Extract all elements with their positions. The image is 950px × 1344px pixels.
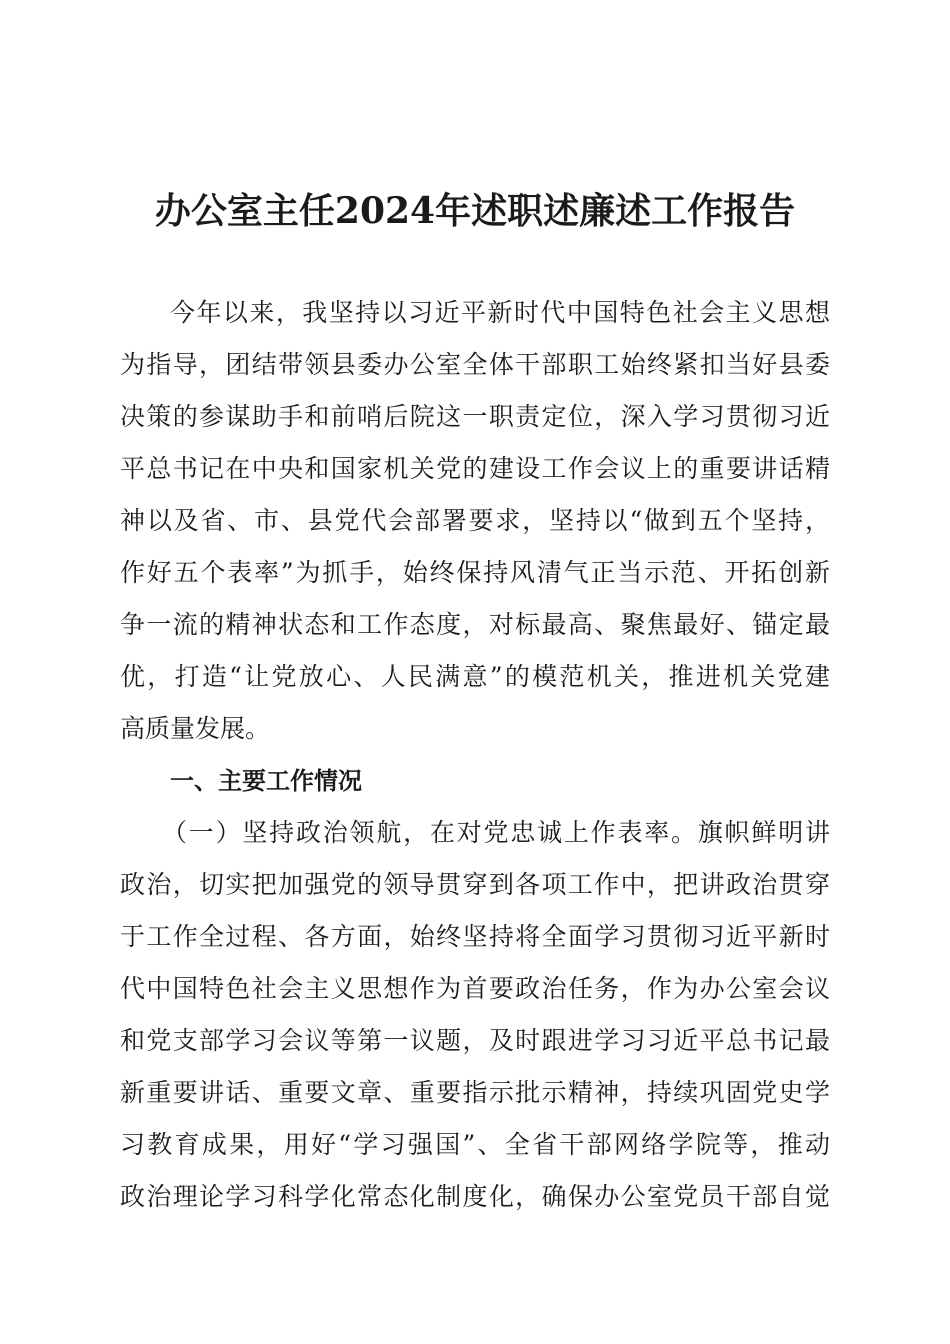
section-heading: 一、主要工作情况 bbox=[170, 767, 362, 795]
paragraph-line: 代中国特色社会主义思想作为首要政治任务，作为办公室会议 bbox=[120, 974, 830, 1003]
paragraph-line: 为指导，团结带领县委办公室全体干部职工始终紧扣当好县委 bbox=[120, 350, 830, 379]
paragraph-line: （一）坚持政治领航，在对党忠诚上作表率。旗帜鲜明讲 bbox=[162, 818, 830, 847]
paragraph-line: 作好五个表率”为抓手，始终保持风清气正当示范、开拓创新 bbox=[120, 558, 830, 587]
paragraph-line: 平总书记在中央和国家机关党的建设工作会议上的重要讲话精 bbox=[120, 454, 830, 483]
paragraph-line: 和党支部学习会议等第一议题，及时跟进学习习近平总书记最 bbox=[120, 1026, 830, 1055]
paragraph-line: 于工作全过程、各方面，始终坚持将全面学习贯彻习近平新时 bbox=[120, 922, 830, 951]
paragraph-line: 政治理论学习科学化常态化制度化，确保办公室党员干部自觉 bbox=[120, 1182, 830, 1211]
paragraph-line: 今年以来，我坚持以习近平新时代中国特色社会主义思想 bbox=[170, 298, 830, 327]
document-body bbox=[120, 287, 830, 1223]
paragraph-line: 新重要讲话、重要文章、重要指示批示精神，持续巩固党史学 bbox=[120, 1078, 830, 1107]
paragraph-line: 政治，切实把加强党的领导贯穿到各项工作中，把讲政治贯穿 bbox=[120, 870, 830, 899]
paragraph-line: 神以及省、市、县党代会部署要求，坚持以“做到五个坚持， bbox=[120, 506, 830, 535]
paragraph-line: 决策的参谋助手和前哨后院这一职责定位，深入学习贯彻习近 bbox=[120, 402, 830, 431]
paragraph-line: 争一流的精神状态和工作态度，对标最高、聚焦最好、锚定最 bbox=[120, 610, 830, 639]
paragraph-line: 优，打造“让党放心、人民满意”的模范机关，推进机关党建 bbox=[120, 662, 830, 691]
document-title: 办公室主任2024年述职述廉述工作报告 bbox=[154, 190, 796, 232]
paragraph-line: 高质量发展。 bbox=[120, 714, 271, 743]
paragraph-line: 习教育成果，用好“学习强国”、全省干部网络学院等，推动 bbox=[120, 1130, 830, 1159]
